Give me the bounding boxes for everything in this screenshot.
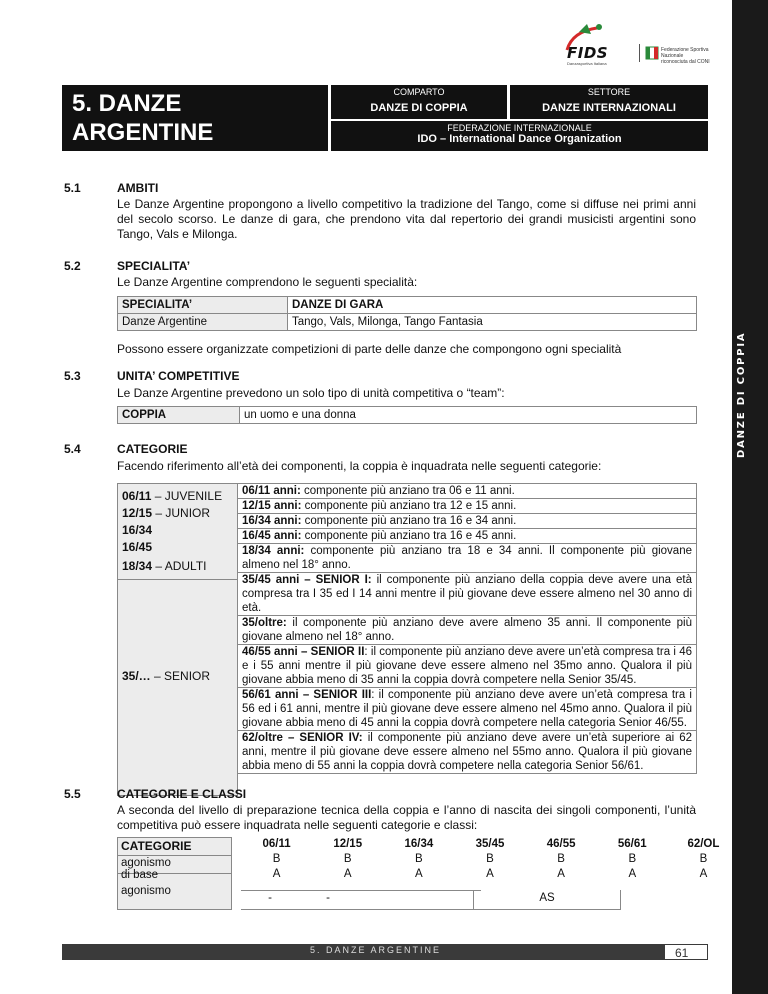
logo-fed-line1: Federazione Sportiva Nazionale [661, 47, 709, 59]
desc-56-61: 56/61 anni – SENIOR III: il componente più anziano deve avere un’età compresa tra i 56 ed i 61 anni, mentre il più giovane deve essere almeno nel 45mo anno. Qualora il più giovane abbia meno di 45 anni la coppia dovrà competere nella categoria Senior 46/55. [238, 688, 696, 731]
comparto-box [331, 85, 507, 119]
footer-text: 5. DANZE ARGENTINE [310, 945, 442, 955]
ago2-06-11: - [268, 892, 272, 904]
settore-value: DANZE INTERNAZIONALI [542, 102, 676, 114]
col-62-ol: 62/OL [687, 838, 720, 850]
desc-16-34: 16/34 anni: componente più anziano tra 16 e 34 anni. [238, 514, 696, 529]
section-5-3-text: Le Danze Argentine prevedono un solo tipo di unità competitiva o “team”: [117, 386, 505, 400]
desc-18-34: 18/34 anni: componente più anziano tra 18 e 34 anni. Il componente più giovane almeno nel 18° anno. [238, 544, 696, 573]
coppia-value: un uomo e una donna [240, 407, 697, 424]
specialita-header: SPECIALITA’ [118, 297, 288, 314]
classi-header: CATEGORIE [121, 839, 192, 853]
coni-emblem-icon [645, 46, 659, 60]
col-46-55: 46/55 [546, 838, 576, 850]
desc-62-oltre: 62/oltre – SENIOR IV: il componente più anziano deve avere un’età superiore ai 62 anni, mentre il più giovane deve essere almeno nel 55mo anno. Qualora il più giovane abbia meno di 55 anni la coppia dovrà competere nella categoria Senior 56/61. [242, 732, 692, 772]
cat-senior: 35/… – SENIOR [122, 669, 211, 683]
page-number: 61 [675, 946, 689, 960]
logo-fids-text: FIDS [567, 44, 609, 62]
section-5-1-title: AMBITI [117, 181, 159, 195]
comparto-value: DANZE DI COPPIA [370, 102, 468, 114]
categorie-right-column [238, 483, 697, 774]
section-5-4-number: 5.4 [64, 442, 81, 456]
section-5-3-title: UNITA’ COMPETITIVE [117, 369, 240, 383]
side-label: DANZE DI COPPIA [736, 331, 747, 459]
settore-box [510, 85, 708, 119]
specialita-cell: Danze Argentine [118, 314, 288, 331]
classi-base-row: B B B B B B B [272, 853, 708, 865]
federazione-box [331, 121, 708, 151]
col-35-45: 35/45 [475, 838, 505, 850]
unita-table [117, 406, 697, 424]
ago2-as: AS [539, 892, 555, 904]
section-5-5-title: CATEGORIE E CLASSI [117, 787, 247, 801]
cat-16-34: 16/34 [122, 523, 153, 537]
specialita-table [117, 296, 697, 331]
page-title [62, 85, 328, 151]
section-5-5-text: A seconda del livello di preparazione tecnica della coppia e l’anno di nascita dei singoli componenti, l’unità competitiva può essere inquadrata nelle seguenti categorie e classi: [117, 803, 696, 832]
classi-header-row [241, 837, 739, 852]
categorie-left-labels [122, 488, 222, 556]
section-5-2-note: Possono essere organizzate competizioni di parte delle danze che compongono ogni specialità [117, 342, 622, 356]
col-12-15: 12/15 [333, 838, 363, 850]
classi-grid [241, 837, 739, 904]
logo-federazione [661, 47, 721, 65]
logo-divider [639, 44, 640, 62]
ago2-12-15: - [326, 892, 330, 904]
col-16-34: 16/34 [404, 838, 434, 850]
cat-juvenile: 06/11 – JUVENILE [122, 489, 223, 503]
section-5-4-text: Facendo riferimento all’età dei componenti, la coppia è inquadrata nelle seguenti categorie: [117, 459, 602, 473]
logo-fed-line2: riconosciuta dal CONI [661, 59, 710, 65]
section-5-1-number: 5.1 [64, 181, 81, 195]
danze-gara-cell: Tango, Vals, Milonga, Tango Fantasia [288, 314, 697, 331]
section-5-3-number: 5.3 [64, 369, 81, 383]
desc-16-45: 16/45 anni: componente più anziano tra 16 e 45 anni. [238, 529, 696, 544]
section-5-5-number: 5.5 [64, 787, 81, 801]
title-line2: ARGENTINE [72, 119, 214, 146]
cat-16-45: 16/45 [122, 540, 153, 554]
classi-ago-row: A A A A A A A [272, 868, 708, 880]
desc-35-45: 35/45 anni – SENIOR I: il componente più anziano della coppia deve avere una età compresa tra I 35 ed I 14 anni mentre il più giovane deve essere almeno nel 30 anno di età. [238, 573, 696, 616]
section-5-4-title: CATEGORIE [117, 442, 188, 456]
settore-label: SETTORE [587, 87, 631, 97]
fids-logo [553, 22, 718, 68]
federazione-label: FEDERAZIONE INTERNAZIONALE [447, 123, 592, 133]
cat-adulti: 18/34 – ADULTI [122, 559, 207, 573]
federazione-value: IDO – International Dance Organization [417, 133, 622, 145]
desc-46-55: 46/55 anni – SENIOR II: il componente più anziano deve avere un’età compresa tra i 46 e i 55 anni mentre il più giovane deve essere almeno nel 35mo anno. Qualora il più giovane abbia meno di 35 anni la coppia dovrà competere nella Senior 35/45. [238, 645, 696, 688]
danze-gara-header: DANZE DI GARA [288, 297, 697, 314]
section-5-1-text: Le Danze Argentine propongono a livello competitivo la tradizione del Tango, come si diffuse nei primi anni del secolo scorso. Le danze di gara, che prendono vita dal repertorio dei grandi musicisti argentini sono Tango, Vals e Milonga. [117, 197, 696, 241]
agonismo-label: agonismo [121, 885, 171, 897]
desc-06-11: 06/11 anni: componente più anziano tra 06 e 11 anni. [238, 484, 696, 499]
desc-12-15: 12/15 anni: componente più anziano tra 12 e 15 anni. [238, 499, 696, 514]
coppia-label: COPPIA [118, 407, 240, 424]
cat-junior: 12/15 – JUNIOR [122, 506, 211, 520]
title-line1: 5. DANZE [72, 90, 182, 117]
section-5-2-text: Le Danze Argentine comprendono le seguenti specialità: [117, 275, 418, 289]
section-5-2-title: SPECIALITA’ [117, 259, 191, 273]
col-56-61: 56/61 [617, 838, 647, 850]
categorie-table [117, 483, 697, 796]
col-06-11: 06/11 [262, 838, 291, 850]
comparto-label: COMPARTO [393, 87, 445, 97]
section-5-2-number: 5.2 [64, 259, 81, 273]
agonismo-base-label: agonismo di base [121, 857, 171, 881]
logo-fids-sub: Danzasportiva Italiana [567, 61, 607, 66]
desc-35-oltre: 35/oltre: il componente più anziano deve avere almeno 35 anni. Il componente più giovane almeno nel 18° anno. [238, 616, 696, 645]
